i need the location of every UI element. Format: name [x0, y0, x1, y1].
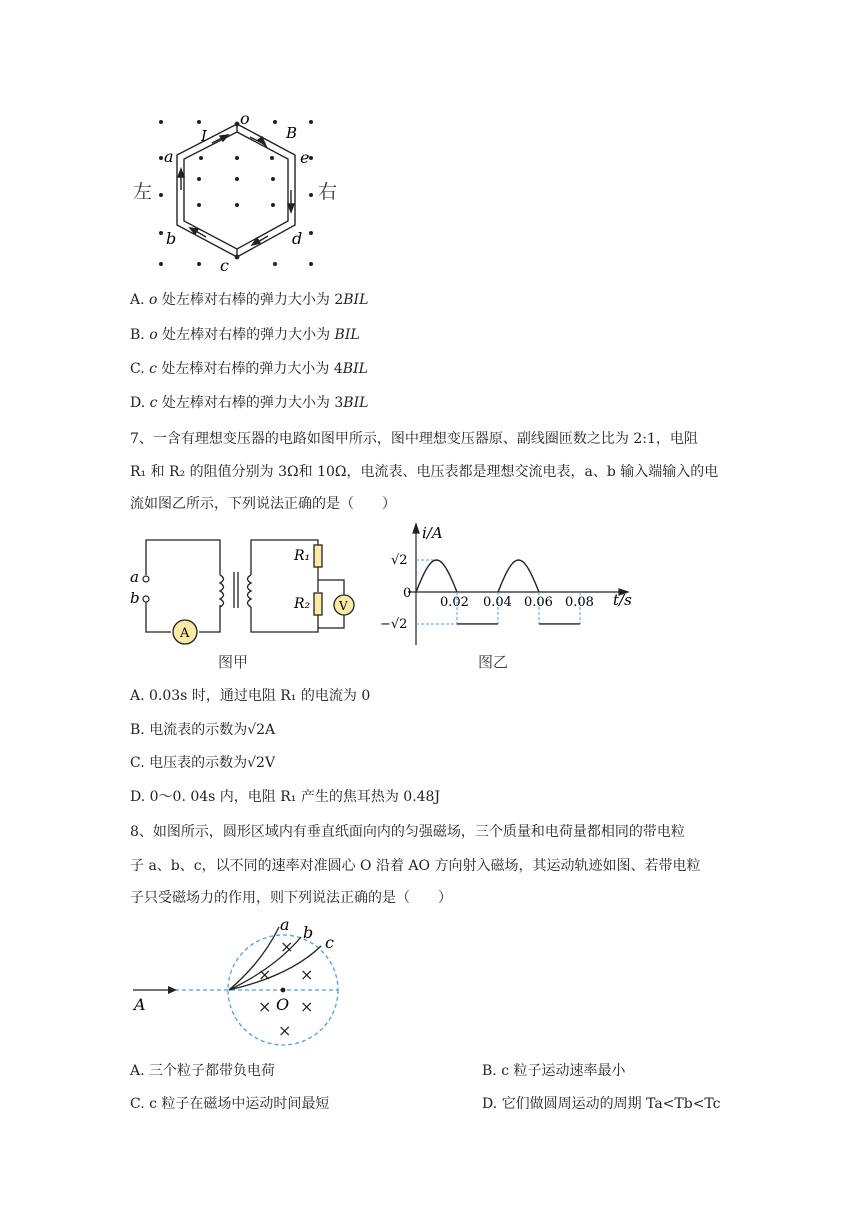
ytick-bottom: −√2: [380, 617, 408, 632]
label-b: b: [130, 589, 140, 607]
label-e: e: [300, 148, 310, 167]
label-a: a: [130, 568, 139, 586]
label-right: 右: [318, 181, 338, 203]
label-left: 左: [133, 181, 153, 203]
q6-option-c: C. c 处左棒对右棒的弹力大小为 4BIL: [130, 361, 368, 377]
q7-option-b: B. 电流表的示数为√2A: [130, 722, 276, 738]
q8-option-c: C. c 粒子在磁场中运动时间最短: [130, 1096, 330, 1112]
q7-option-a: A. 0.03s 时，通过电阻 R₁ 的电流为 0: [130, 688, 371, 704]
q8-stem-line2: 子 a、b、c，以不同的速率对准圆心 O 沿着 AO 方向射入磁场，其运动轨迹如图、若带电粒: [130, 858, 701, 874]
q8-option-a: A. 三个粒子都带负电荷: [130, 1063, 276, 1079]
label-O: O: [276, 995, 290, 1014]
label-I: I: [201, 127, 207, 145]
cross-1: ×: [280, 937, 294, 956]
q6-hexagon-figure: [125, 109, 338, 280]
q8-stem-line3: 子只受磁场力的作用，则下列说法正确的是（ ）: [130, 890, 452, 906]
q7-option-c: C. 电压表的示数为√2V: [130, 755, 276, 771]
wave-segment-3: [498, 560, 539, 592]
label-c: c: [220, 256, 229, 275]
label-c: c: [325, 933, 334, 952]
q7-stem-line2: R₁ 和 R₂ 的阻值分别为 3Ω和 10Ω，电流表、电压表都是理想交流电表，a、b 输入端输入的电: [130, 464, 719, 480]
xtick-3: 0.06: [524, 595, 553, 610]
q8-field-figure: [125, 912, 355, 1047]
q8-stem-line1: 8、如图所示，圆形区域内有垂直纸面向内的匀强磁场，三个质量和电荷量都相同的带电粒: [130, 824, 685, 840]
ytick-top: √2: [391, 553, 408, 568]
cross-5: ×: [300, 997, 314, 1016]
ammeter-label: A: [180, 626, 190, 641]
label-o: o: [240, 109, 250, 128]
ylabel: i/A: [422, 524, 443, 542]
q6-option-a: A. o 处左棒对右棒的弹力大小为 2BIL: [130, 292, 369, 308]
label-A: A: [134, 995, 146, 1014]
xlabel: t/s: [613, 591, 632, 609]
r1-label: R₁: [294, 548, 311, 564]
label-d: d: [292, 229, 303, 248]
xtick-2: 0.04: [483, 595, 512, 610]
q8-option-b: B. c 粒子运动速率最小: [482, 1063, 626, 1079]
q7-circuit-figure: [125, 520, 365, 675]
cross-2: ×: [258, 965, 272, 984]
cross-3: ×: [300, 965, 314, 984]
xtick-4: 0.08: [565, 595, 594, 610]
label-b: b: [303, 923, 314, 942]
q8-option-d: D. 它们做圆周运动的周期 Ta<Tb<Tc: [482, 1096, 721, 1112]
cross-4: ×: [258, 997, 272, 1016]
label-a: a: [164, 147, 174, 166]
r2-label: R₂: [294, 596, 311, 612]
q6-option-d: D. c 处左棒对右棒的弹力大小为 3BIL: [130, 395, 369, 411]
q7-stem-line3: 流如图乙所示，下列说法正确的是（ ）: [130, 496, 396, 512]
ytick-zero: 0: [403, 586, 412, 601]
label-b: b: [166, 229, 177, 248]
caption-yi: 图乙: [478, 653, 509, 671]
caption-jia: 图甲: [218, 653, 249, 671]
voltmeter-label: V: [339, 599, 348, 613]
q7-current-chart: [375, 520, 635, 675]
label-B: B: [286, 124, 298, 142]
label-a: a: [280, 915, 290, 934]
q7-stem-line1: 7、一含有理想变压器的电路如图甲所示，图中理想变压器原、副线圈匝数之比为 2:1，电阻: [130, 431, 698, 447]
cross-6: ×: [278, 1021, 292, 1040]
xtick-1: 0.02: [440, 595, 469, 610]
q6-option-b: B. o 处左棒对右棒的弹力大小为 BIL: [130, 327, 360, 343]
q7-option-d: D. 0～0. 04s 内，电阻 R₁ 产生的焦耳热为 0.48J: [130, 789, 441, 805]
wave-segment-1: [416, 560, 457, 592]
